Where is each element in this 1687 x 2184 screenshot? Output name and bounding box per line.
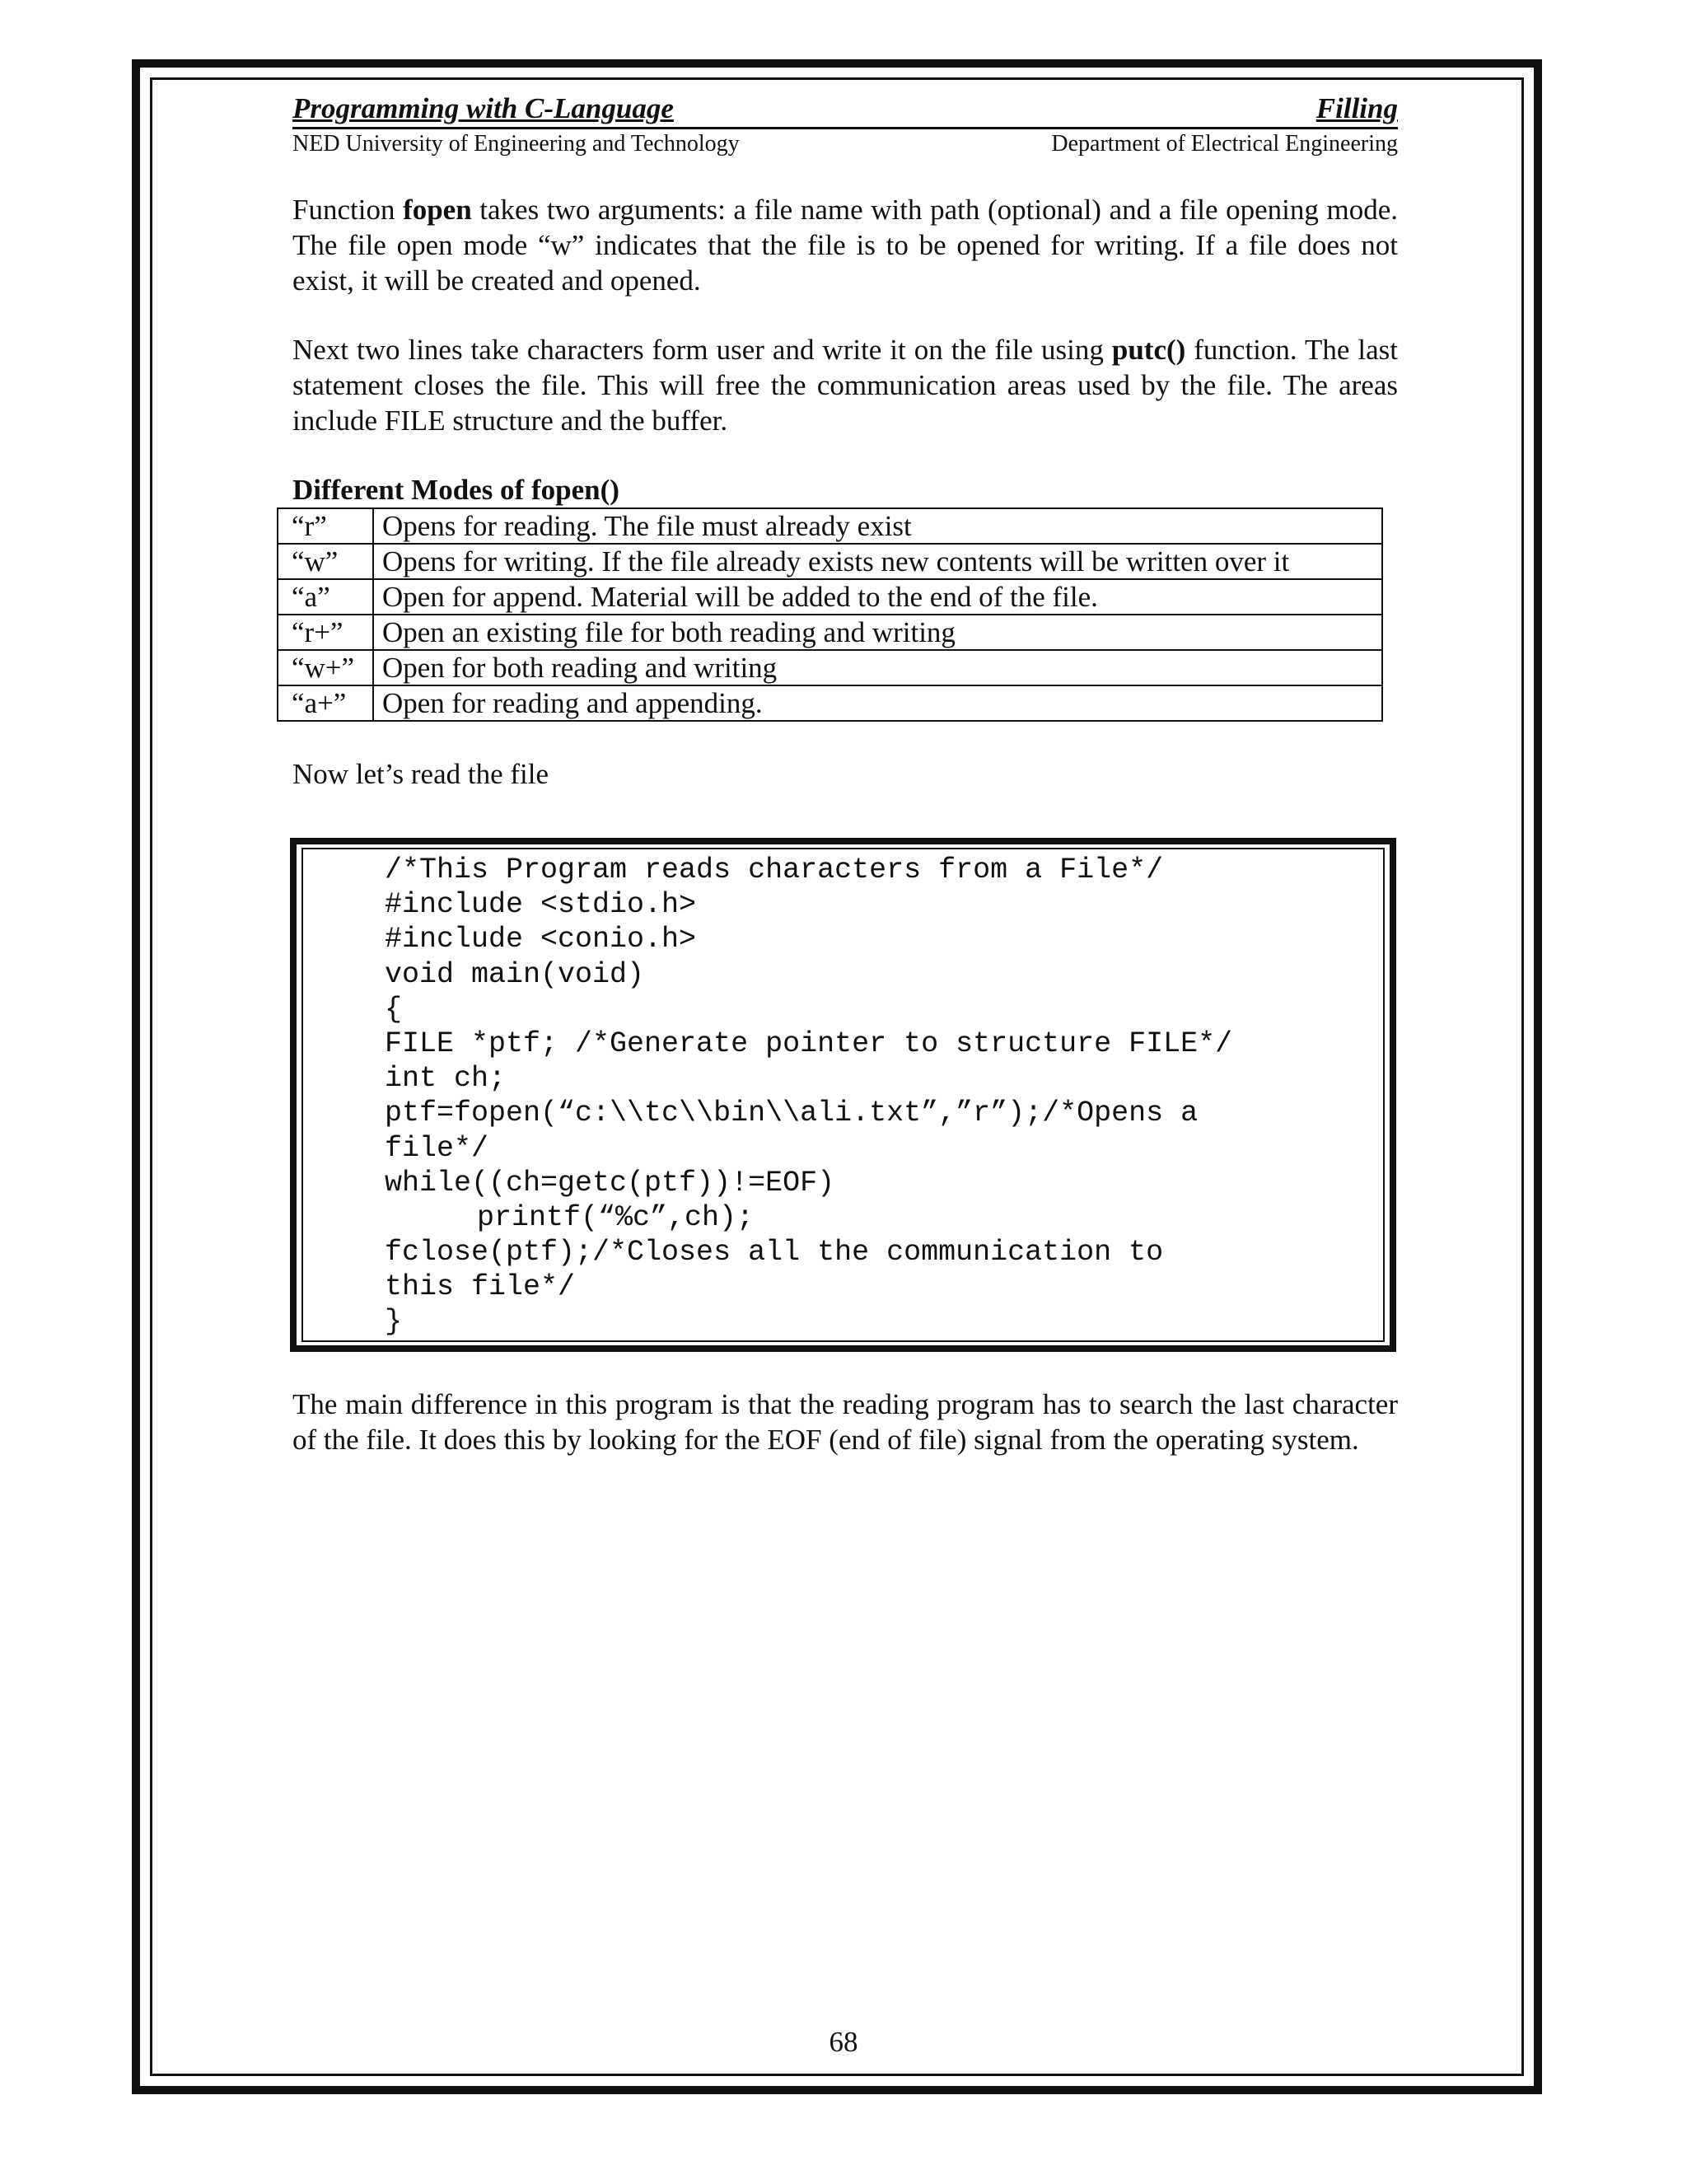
mode-description-cell: Open for both reading and writing	[373, 650, 1382, 685]
running-header	[292, 91, 1398, 129]
mode-row	[278, 650, 1382, 685]
code-box	[290, 838, 1396, 1352]
mode-description-cell: Open for append. Material will be added to the end of the file.	[373, 579, 1382, 615]
mode-row	[278, 615, 1382, 650]
page-number: 68	[829, 2026, 858, 2058]
code-line: int ch;	[385, 1062, 507, 1096]
code-line: file*/	[385, 1131, 489, 1165]
mode-description-cell: Open for reading and appending.	[373, 685, 1382, 721]
mode-row	[278, 508, 1382, 544]
code-listing	[385, 853, 1232, 1340]
chapter-title: Filling	[1315, 92, 1398, 124]
mode-description-cell: Open an existing file for both reading and writing	[373, 615, 1382, 650]
putc-text-after: function. The last statement closes the file. This will free the communication areas used by the file. The areas include FILE structure and the buffer.	[292, 334, 1398, 437]
modes-heading: Different Modes of fopen()	[292, 474, 619, 506]
code-line: ptf=fopen(“c:\\tc\\bin\\ali.txt”,”r”);/*Opens a	[385, 1097, 1199, 1130]
mode-cell: “r+”	[278, 615, 373, 650]
fopen-text-before: Function	[292, 194, 404, 226]
code-line: #include <stdio.h>	[385, 888, 697, 922]
code-line: FILE *ptf; /*Generate pointer to structure FILE*/	[385, 1027, 1233, 1060]
fopen-paragraph	[292, 192, 1398, 298]
mode-description-cell: Opens for reading. The file must already exist	[373, 508, 1382, 544]
mode-row	[278, 544, 1382, 579]
mode-description-cell: Opens for writing. If the file already exists new contents will be written over it	[373, 544, 1382, 579]
mode-cell: “a+”	[278, 685, 373, 721]
mode-cell: “w”	[278, 544, 373, 579]
code-line: }	[385, 1305, 403, 1339]
mode-row	[278, 579, 1382, 615]
page-content	[292, 91, 1398, 792]
modes-table	[277, 507, 1383, 722]
mode-cell: “a”	[278, 579, 373, 615]
code-line: #include <conio.h>	[385, 923, 697, 956]
code-line: fclose(ptf);/*Closes all the communication to	[385, 1236, 1164, 1270]
eof-paragraph: The main difference in this program is that the reading program has to search the last character of the file. It does this by looking for the EOF (end of file) signal from the operating system.	[292, 1388, 1398, 1456]
code-line: this file*/	[385, 1270, 576, 1304]
fopen-keyword: fopen	[403, 194, 472, 226]
course-title: Programming with C-Language	[292, 92, 674, 124]
putc-keyword: putc()	[1111, 334, 1186, 366]
university-name: NED University of Engineering and Technology	[292, 131, 740, 157]
institution-line	[292, 129, 1398, 159]
code-line: printf(“%c”,ch);	[477, 1200, 755, 1234]
mode-cell: “r”	[278, 508, 373, 544]
mode-row	[278, 685, 1382, 721]
code-line: while((ch=getc(ptf))!=EOF)	[385, 1166, 835, 1200]
fopen-text-after: takes two arguments: a file name with path (optional) and a file opening mode. The file open mode “w” indicates that the file is to be opened for writing. If a file does not exist, it will be created and opened.	[292, 194, 1398, 297]
code-line: void main(void)	[385, 957, 645, 991]
department-name: Department of Electrical Engineering	[1051, 131, 1398, 157]
putc-paragraph	[292, 332, 1398, 438]
mode-cell: “w+”	[278, 650, 373, 685]
code-line: /*This Program reads characters from a File*/	[385, 853, 1164, 886]
read-intro-text: Now let’s read the file	[292, 758, 549, 790]
code-line: {	[385, 992, 403, 1026]
putc-text-before: Next two lines take characters form user and write it on the file using	[292, 334, 1112, 366]
